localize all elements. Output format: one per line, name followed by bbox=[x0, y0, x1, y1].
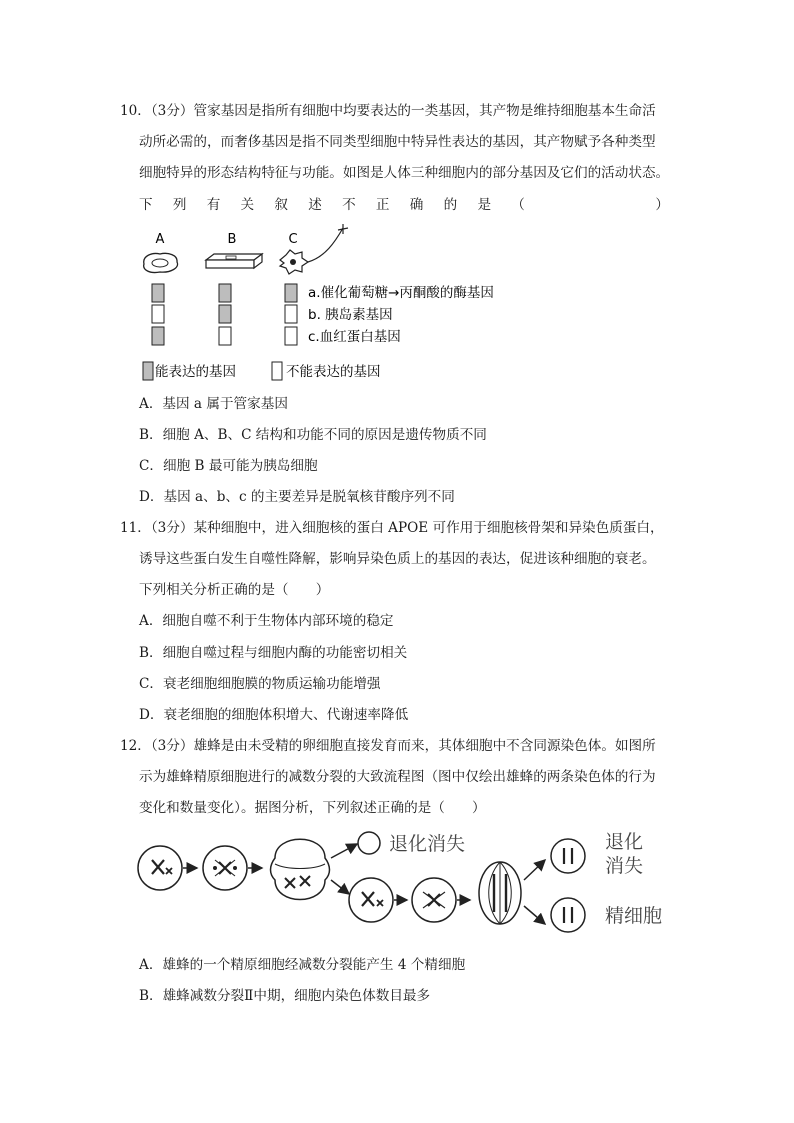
cell-label-b: B bbox=[227, 232, 237, 247]
cell-b-gene-a-box bbox=[219, 284, 231, 302]
spread-char: 正 bbox=[375, 197, 390, 213]
spread-char: （ bbox=[511, 197, 525, 213]
degenerate-label-2b: 消失 bbox=[605, 855, 644, 877]
spread-char: 叙 bbox=[274, 197, 288, 213]
q10-line-1: 10．（3分）管家基因是指所有细胞中均要表达的一类基因，其产物是维持细胞基本生命活 bbox=[120, 103, 656, 119]
legend-expressed bbox=[143, 362, 236, 380]
degenerate-label-2a: 退化 bbox=[605, 831, 644, 853]
legend-expressed-label: 能表达的基因 bbox=[155, 364, 236, 380]
legend-not-expressed-label: 不能表达的基因 bbox=[286, 364, 381, 380]
arrow bbox=[331, 844, 357, 858]
q11-option-c: C．衰老细胞细胞膜的物质运输功能增强 bbox=[139, 676, 381, 692]
q12-option-b: B．雄蜂减数分裂Ⅱ中期，细胞内染色体数目最多 bbox=[139, 988, 431, 1004]
cell-6-icon bbox=[479, 862, 521, 924]
legend-not-expressed bbox=[272, 362, 381, 380]
spread-char: 的 bbox=[443, 197, 458, 213]
arrow bbox=[331, 880, 349, 894]
cell-2-icon bbox=[203, 846, 247, 890]
spread-char: ） bbox=[655, 197, 669, 213]
cell-c-gene-a-box bbox=[285, 284, 297, 302]
cell-a-gene-b-box bbox=[152, 305, 164, 323]
gene-label-a: a.催化葡萄糖→丙酮酸的酶基因 bbox=[308, 285, 494, 301]
spread-char: 述 bbox=[308, 197, 322, 213]
gene-expression-figure bbox=[130, 222, 550, 387]
spread-char: 有 bbox=[206, 197, 221, 213]
q11-line-1: 11．（3分）某种细胞中，进入细胞核的蛋白 APOE 可作用于细胞核骨架和异染色质蛋白， bbox=[120, 520, 664, 536]
spread-char: 是 bbox=[477, 197, 492, 213]
cell-1-icon bbox=[138, 846, 182, 890]
q12-option-a: A．雄蜂的一个精原细胞经减数分裂能产生 4 个精细胞 bbox=[139, 957, 466, 973]
spread-char: 确 bbox=[409, 197, 424, 213]
arrow bbox=[524, 906, 545, 924]
degenerate-daughter-cell-icon bbox=[551, 839, 585, 873]
cell-a-icon bbox=[144, 253, 178, 272]
cell-b-gene-b-box bbox=[219, 305, 231, 323]
cell-a-gene-a-box bbox=[152, 284, 164, 302]
q10-option-b: B．细胞 A、B、C 结构和功能不同的原因是遗传物质不同 bbox=[139, 427, 487, 443]
cell-4-icon bbox=[349, 878, 393, 922]
degenerate-label-1: 退化消失 bbox=[389, 833, 466, 855]
q12-line-3: 变化和数量变化）。据图分析，下列叙述正确的是（ ） bbox=[139, 800, 486, 816]
q10-line-3: 细胞特异的形态结构特征与功能。如图是人体三种细胞内的部分基因及它们的活动状态。 bbox=[139, 165, 670, 181]
q11-line-3: 下列相关分析正确的是（ ） bbox=[139, 582, 330, 598]
cell-b-icon bbox=[206, 254, 262, 268]
arrow bbox=[524, 860, 545, 880]
spread-char: 下 bbox=[139, 197, 153, 213]
cell-a-gene-c-box bbox=[152, 327, 164, 345]
sperm-cell-icon bbox=[551, 898, 585, 932]
q10-option-d: D．基因 a、b、c 的主要差异是脱氧核苷酸序列不同 bbox=[139, 489, 455, 505]
q11-line-2: 诱导这些蛋白发生自噬性降解，影响异染色质上的基因的表达，促进该种细胞的衰老。 bbox=[139, 551, 656, 567]
cell-c-gene-c-box bbox=[285, 327, 297, 345]
meiosis-flow-figure bbox=[135, 828, 675, 938]
q12-line-2: 示为雄蜂精原细胞进行的减数分裂的大致流程图（图中仅绘出雄蜂的两条染色体的行为 bbox=[139, 769, 656, 785]
spread-char: 不 bbox=[342, 197, 356, 213]
gene-label-c: c.血红蛋白基因 bbox=[308, 329, 401, 345]
gene-label-b: b. 胰岛素基因 bbox=[308, 307, 393, 323]
cell-label-c: C bbox=[288, 232, 298, 247]
sperm-label: 精细胞 bbox=[605, 905, 663, 927]
cell-5-icon bbox=[412, 878, 456, 922]
q11-option-b: B．细胞自噬过程与细胞内酶的功能密切相关 bbox=[139, 645, 408, 661]
q11-option-a: A．细胞自噬不利于生物体内部环境的稳定 bbox=[139, 613, 394, 629]
degenerate-cell-icon bbox=[358, 832, 380, 854]
cell-label-a: A bbox=[155, 232, 165, 247]
q12-line-1: 12．（3分）雄蜂是由未受精的卵细胞直接发育而来，其体细胞中不含同源染色体。如图所 bbox=[120, 738, 656, 754]
q10-line-2: 动所必需的，而奢侈基因是指不同类型细胞中特异性表达的基因，其产物赋予各种类型 bbox=[139, 134, 656, 150]
q11-option-d: D．衰老细胞的细胞体积增大、代谢速率降低 bbox=[139, 707, 409, 723]
cell-c-gene-b-box bbox=[285, 305, 297, 323]
spread-char: 列 bbox=[172, 197, 187, 213]
answer-blank bbox=[545, 196, 635, 214]
q10-stem-spread bbox=[139, 196, 669, 214]
q10-option-c: C．细胞 B 最可能为胰岛细胞 bbox=[139, 458, 318, 474]
q10-option-a: A．基因 a 属于管家基因 bbox=[139, 396, 288, 412]
cell-3-icon bbox=[271, 839, 330, 899]
cell-b-gene-c-box bbox=[219, 327, 231, 345]
spread-char: 关 bbox=[240, 197, 255, 213]
